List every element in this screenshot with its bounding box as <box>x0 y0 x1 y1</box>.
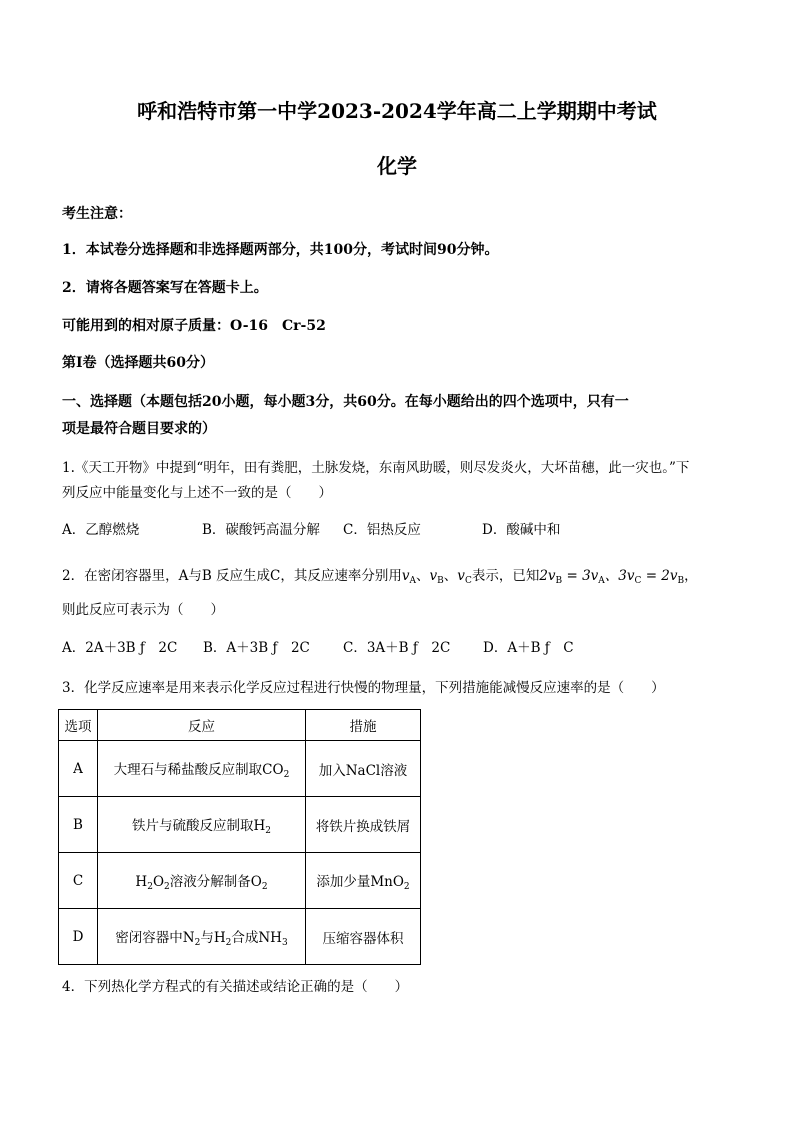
q1-option-c: C．铝热反应 <box>343 522 421 538</box>
table-row <box>59 797 421 853</box>
eq-end: ， <box>684 568 698 584</box>
row-reaction <box>98 909 306 965</box>
var-v: v <box>401 568 410 584</box>
row-measure <box>306 741 421 797</box>
sub-a: A <box>598 576 605 586</box>
row-option: B <box>59 797 98 853</box>
notice-item-1: 1．本试卷分选择题和非选择题两部分，共100分，考试时间90分钟。 <box>62 242 499 258</box>
reaction-text: 大理石与稀盐酸反应制取CO <box>113 761 284 778</box>
row-measure <box>306 797 421 853</box>
q2-text-mid: 表示，已知 <box>471 568 540 584</box>
var-v: v <box>429 568 438 584</box>
notice-heading: 考生注意： <box>62 206 132 222</box>
atomic-mass-line: 可能用到的相对原子质量：O-16 Cr-52 <box>62 318 326 334</box>
part-1-heading: 第Ⅰ卷（选择题共60分） <box>62 355 215 371</box>
table-row <box>59 853 421 909</box>
sub-b: B <box>437 576 444 586</box>
q2-text-pre: 2．在密闭容器里，A与B 反应生成C，其反应速率分别用 <box>62 568 402 584</box>
row-reaction <box>98 797 306 853</box>
q3-stem: 3．化学反应速率是用来表示化学反应过程进行快慢的物理量，下列措施能减慢反应速率的是（ ） <box>62 680 665 696</box>
q1-line-2: 列反应中能量变化与上述不一致的是（ ） <box>62 485 332 501</box>
reaction-text: 合成NH <box>231 929 282 946</box>
measure-text: 将铁片换成铁屑 <box>315 818 411 835</box>
header-option: 选项 <box>59 710 98 741</box>
table-row <box>59 741 421 797</box>
eq-part: 2v <box>539 568 556 584</box>
exam-title: 呼和浩特市第一中学2023-2024学年高二上学期期中考试 <box>137 99 657 123</box>
row-reaction <box>98 741 306 797</box>
section-intro-line-2: 项是最符合题目要求的） <box>62 421 216 437</box>
separator: 、 <box>443 568 458 584</box>
sub-c: C <box>634 576 642 586</box>
header-reaction: 反应 <box>98 710 306 741</box>
subscript: 2 <box>147 881 153 892</box>
measure-text: 加入NaCl溶液 <box>318 762 408 779</box>
var-v: v <box>457 568 465 584</box>
q1-option-b: B．碳酸钙高温分解 <box>202 522 320 538</box>
header-measure: 措施 <box>306 710 421 741</box>
sub-b: B <box>677 576 685 586</box>
subscript: 2 <box>265 825 271 836</box>
sub-b: B <box>555 576 563 586</box>
eq-part: = 2v <box>641 568 678 584</box>
measure-text: 添加少量MnO <box>316 873 404 890</box>
q2-option-a: A．2A＋3B ƒ 2C <box>62 640 178 656</box>
subscript: 2 <box>225 937 232 948</box>
table-row <box>59 909 421 965</box>
separator: 、 <box>416 568 430 584</box>
subscript: 2 <box>283 769 290 780</box>
sub-c: C <box>464 576 472 586</box>
reaction-text: 与H <box>200 929 226 946</box>
q4-stem: 4．下列热化学方程式的有关描述或结论正确的是（ ） <box>62 979 409 995</box>
subject-title: 化学 <box>377 154 417 178</box>
q1-option-d: D．酸碱中和 <box>482 522 561 538</box>
table-header-row <box>59 710 421 741</box>
reaction-text: 溶液分解制备O <box>169 873 262 890</box>
reaction-text: H <box>135 873 148 890</box>
subscript: 2 <box>403 881 410 892</box>
q3-table <box>58 709 421 965</box>
row-option: A <box>59 741 98 797</box>
row-option: D <box>59 909 98 965</box>
q2-option-c: C．3A＋B ƒ 2C <box>343 640 451 656</box>
row-measure <box>306 909 421 965</box>
subscript: 2 <box>164 881 170 892</box>
q2-option-b: B．A＋3B ƒ 2C <box>203 640 310 656</box>
q1-option-a: A．乙醇燃烧 <box>62 522 140 538</box>
subscript: 2 <box>194 937 201 948</box>
sub-a: A <box>409 576 417 586</box>
notice-item-2: 2．请将各题答案写在答题卡上。 <box>62 280 268 296</box>
row-option: C <box>59 853 98 909</box>
q2-line-2: 则此反应可表示为（ ） <box>62 602 224 618</box>
row-measure <box>306 853 421 909</box>
subscript: 2 <box>261 881 268 892</box>
q1-line-1: 1.《天工开物》中提到“明年，田有粪肥，土脉发烧，东南风助暖，则尽发炎火，大坏苗穗，此一灾也。”下 <box>62 460 690 476</box>
section-intro-line-1: 一、选择题（本题包括20小题，每小题3分，共60分。在每小题给出的四个选项中，只有一 <box>62 394 629 410</box>
reaction-text: 铁片与硫酸反应制取H <box>131 817 266 834</box>
reaction-text: 密闭容器中N <box>115 929 195 946</box>
eq-part: = 3v <box>562 568 599 584</box>
eq-part: 、3v <box>604 568 635 584</box>
measure-text: 压缩容器体积 <box>322 930 404 947</box>
row-reaction <box>98 853 306 909</box>
subscript: 3 <box>281 937 288 948</box>
reaction-text: O <box>152 873 165 890</box>
q2-option-d: D．A＋B ƒ C <box>483 640 574 656</box>
q2-line-1 <box>62 564 698 586</box>
